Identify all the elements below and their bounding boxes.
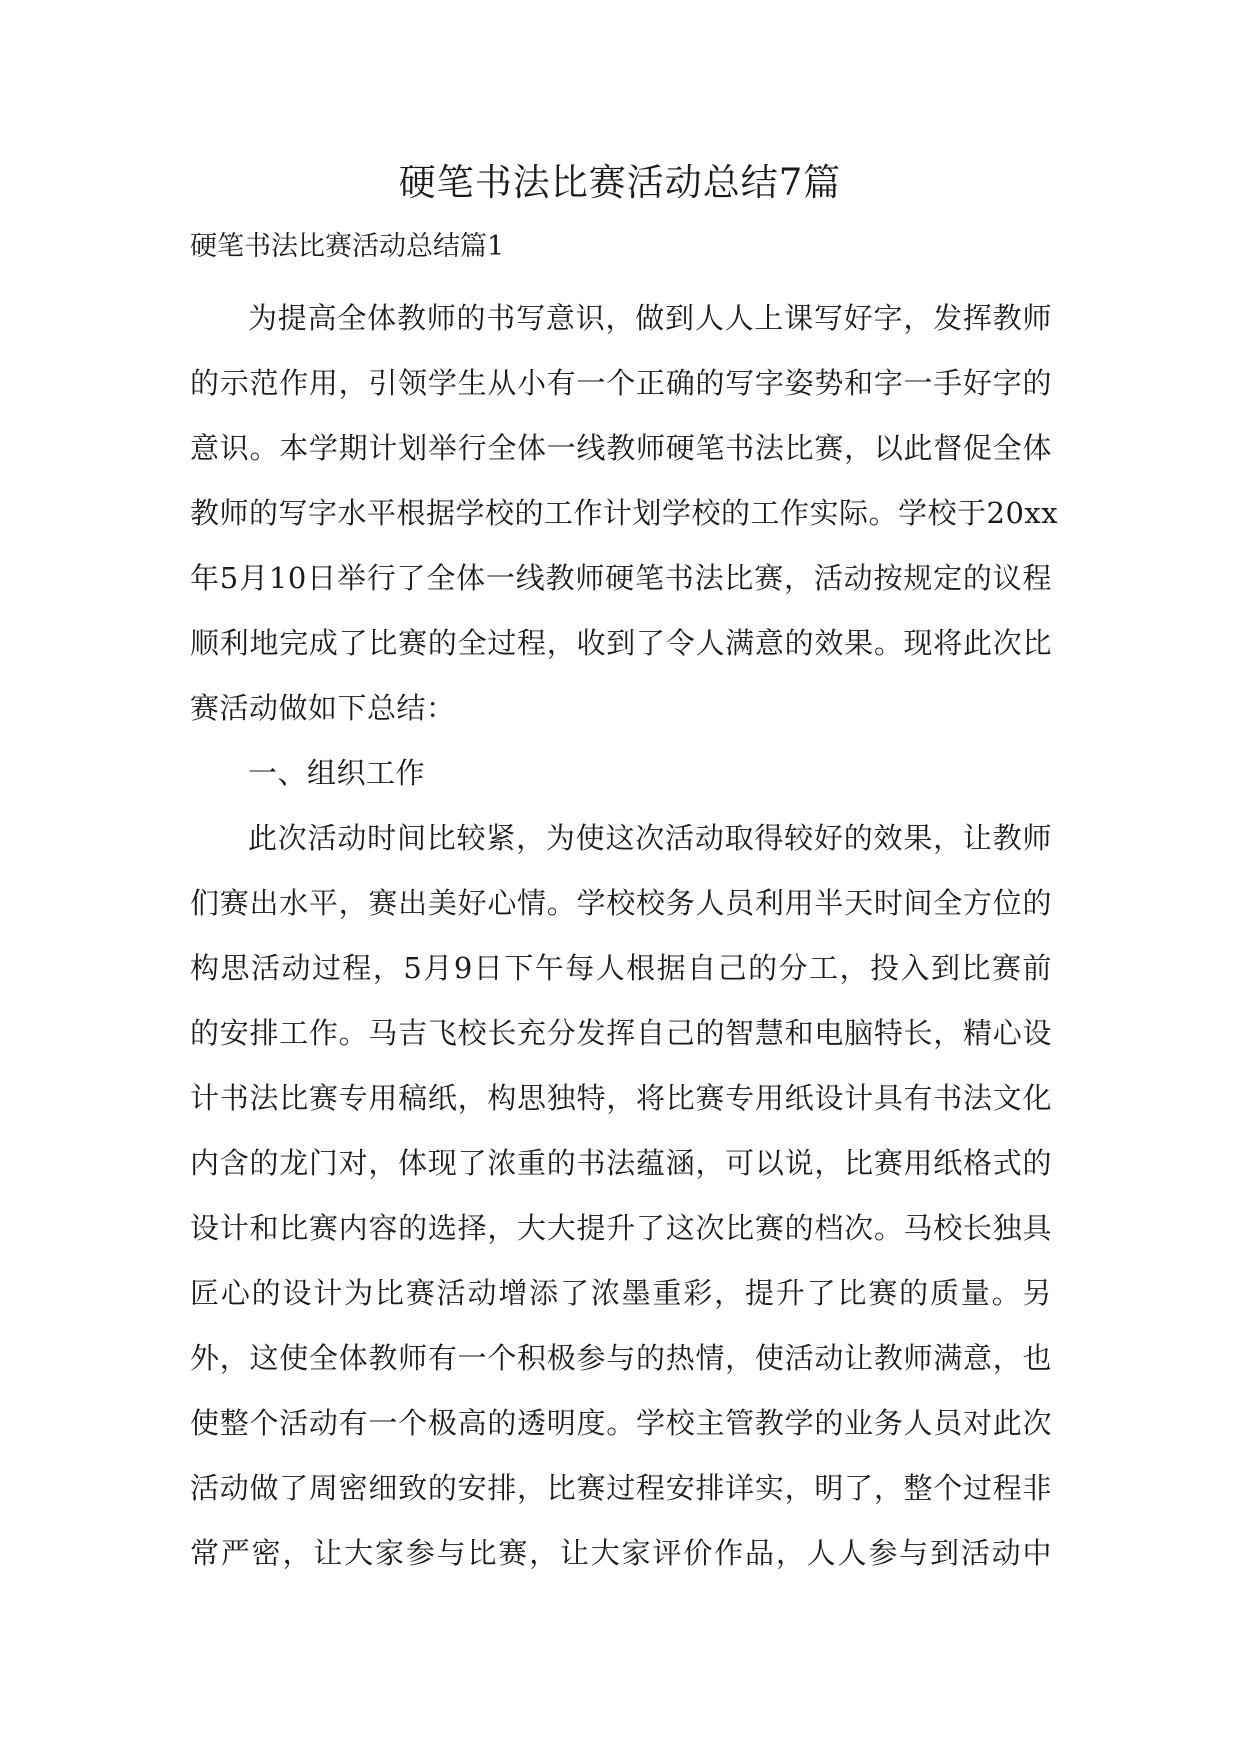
text-line: 意识。本学期计划举行全体一线教师硬笔书法比赛，以此督促全体 <box>190 431 1052 465</box>
section-heading: 硬笔书法比赛活动总结篇1 <box>190 231 505 262</box>
section-subheading: 一、组织工作 <box>248 756 426 790</box>
text-line: 此次活动时间比较紧，为使这次活动取得较好的效果，让教师 <box>248 821 1052 855</box>
text-line: 构思活动过程，5月9日下午每人根据自己的分工，投入到比赛前 <box>190 951 1052 985</box>
text-line: 年5月10日举行了全体一线教师硬笔书法比赛，活动按规定的议程 <box>190 561 1052 595</box>
text-line: 为提高全体教师的书写意识，做到人人上课写好字，发挥教师 <box>248 301 1052 335</box>
text-line: 活动做了周密细致的安排，比赛过程安排详实，明了，整个过程非 <box>190 1471 1052 1505</box>
paragraph-intro <box>190 286 1059 741</box>
text-line: 使整个活动有一个极高的透明度。学校主管教学的业务人员对此次 <box>190 1406 1052 1440</box>
text-line: 们赛出水平，赛出美好心情。学校校务人员利用半天时间全方位的 <box>190 886 1052 920</box>
text-line: 赛活动做如下总结： <box>190 691 456 725</box>
text-line: 教师的写字水平根据学校的工作计划学校的工作实际。学校于20xx <box>190 496 1059 530</box>
text-line: 匠心的设计为比赛活动增添了浓墨重彩，提升了比赛的质量。另 <box>190 1276 1052 1310</box>
text-line: 内含的龙门对，体现了浓重的书法蕴涵，可以说，比赛用纸格式的 <box>190 1146 1052 1180</box>
text-line: 设计和比赛内容的选择，大大提升了这次比赛的档次。马校长独具 <box>190 1211 1052 1245</box>
document-body <box>190 286 1059 1586</box>
text-line: 的安排工作。马吉飞校长充分发挥自己的智慧和电脑特长，精心设 <box>190 1016 1052 1050</box>
paragraph-organization <box>190 806 1052 1586</box>
text-line: 计书法比赛专用稿纸，构思独特，将比赛专用纸设计具有书法文化 <box>190 1081 1052 1115</box>
text-line: 顺利地完成了比赛的全过程，收到了令人满意的效果。现将此次比 <box>190 626 1052 660</box>
text-line: 外，这使全体教师有一个积极参与的热情，使活动让教师满意，也 <box>190 1341 1052 1375</box>
paragraph-heading-organization <box>190 741 1052 806</box>
text-line: 常严密，让大家参与比赛，让大家评价作品，人人参与到活动中 <box>190 1536 1052 1570</box>
document-title: 硬笔书法比赛活动总结7篇 <box>398 161 842 204</box>
text-line: 的示范作用，引领学生从小有一个正确的写字姿势和字一手好字的 <box>190 366 1052 400</box>
